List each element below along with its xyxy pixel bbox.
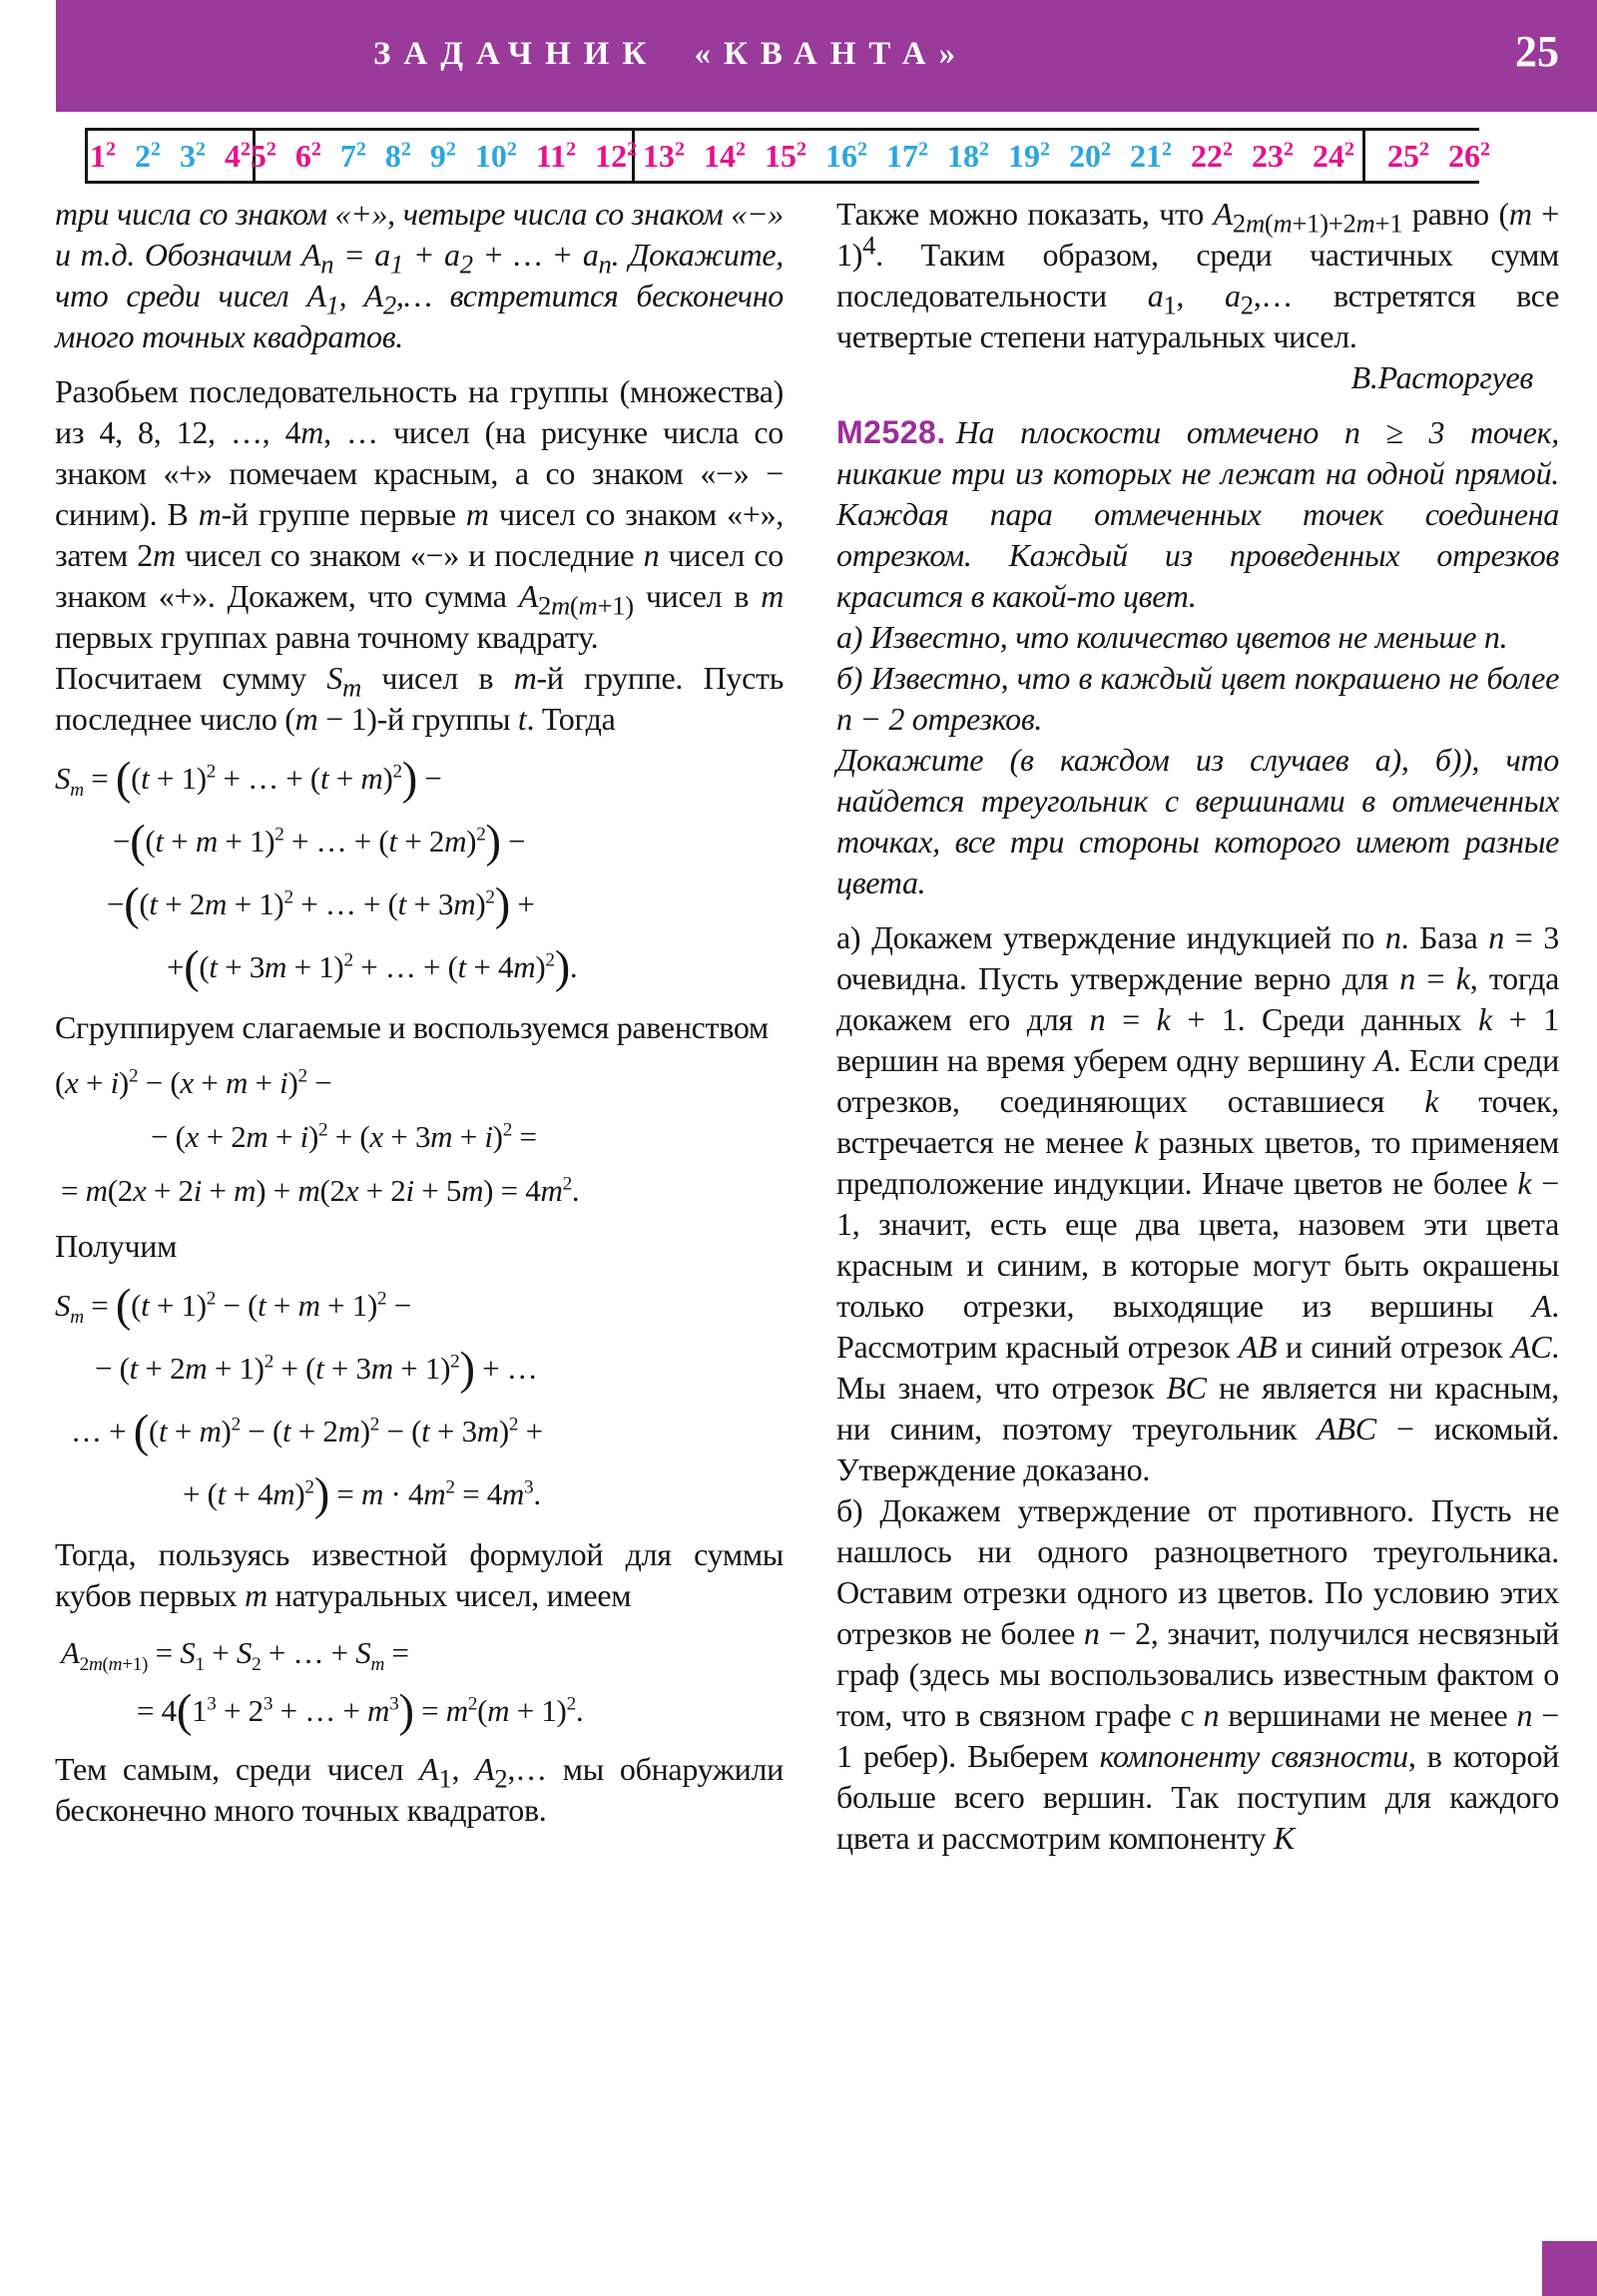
paragraph-conclusion: Тем самым, среди чисел $A_1$, $A_2,\dots$ мы обнаружили бесконечно много точных квадратов. — [55, 1751, 784, 1828]
square-number: $9^2$ — [429, 137, 456, 174]
strip-group-4 — [1365, 131, 1498, 181]
paragraph-solution-split: Разобьем последовательность на группы (множества) из 4, 8, 12, …, 4m, … чисел (на рисунке числа со знаком «+» помечаем красным, а со знаком «−» − синим). В m-й группе первые m чисел со знаком «+», затем 2m чисел со знаком «−» и последние n чисел со знаком «+». Докажем, что сумма $A_{2m(m+1)}$ чисел в m первых группах равна точному квадрату. — [55, 373, 784, 655]
square-number: $4^2$ — [225, 137, 251, 174]
square-number: $17^2$ — [886, 137, 928, 174]
formula-identity — [55, 1056, 784, 1218]
square-number: $19^2$ — [1008, 137, 1050, 174]
square-number: $6^2$ — [294, 137, 321, 174]
formula-line: $-((t + 2m + 1)^2$ + … + $(t + 3m)^2$) + — [107, 879, 535, 930]
square-number: $8^2$ — [384, 137, 411, 174]
square-number: $23^2$ — [1252, 137, 1294, 174]
square-number: $24^2$ — [1313, 137, 1354, 174]
problem-statement — [836, 412, 1559, 617]
formula-line: … + ($(t + m)^2 - (t + 2m)^2 - (t + 3m)^2$ + — [71, 1407, 543, 1457]
square-number: $26^2$ — [1448, 137, 1490, 174]
formula-line: − $(t + 2m + 1)^2 + (t + 3m + 1)^2$) + … — [95, 1344, 538, 1395]
formula-sm-grouped — [55, 1275, 784, 1526]
problem-item-b: б) Известно, что в каждый цвет покрашено не более n − 2 отрезков. — [836, 660, 1559, 737]
problem-text: На плоскости отмечено n ≥ 3 точек, никакие три из которых не лежат на одной прямой. Каждая пара отмеченных точек соединена отрезком. Каждый из проведенных отрезков красится в какой-то цвет. — [836, 414, 1560, 614]
square-number: $21^2$ — [1130, 137, 1172, 174]
square-number: $14^2$ — [704, 137, 746, 174]
formula-line: = $m(2x + 2i + m) + m(2x + 2i + 5m) = 4m^2$. — [61, 1173, 580, 1208]
formula-sm-expanded — [55, 748, 784, 999]
solution-part-a: а) Докажем утверждение индукцией по n. База n = 3 очевидна. Пусть утверждение верно для n = k, тогда докажем его для n = k + 1. Среди данных k + 1 вершин на время уберем одну вершину A. Если среди отрезков, соединяющих оставшиеся k точек, встречается не менее k разных цветов, то применяем предположение индукции. Иначе цветов не более k − 1, значит, есть еще два цвета, назовем эти цвета красным и синим, в которые могут быть окрашены только отрезки, выходящие из вершины A. Рассмотрим красный отрезок AB и синий отрезок AC. Мы знаем, что отрезок BC не является ни красным, ни синим, поэтому треугольник ABC − искомый. Утверждение доказано. — [836, 919, 1559, 1487]
paragraph-group-terms: Сгруппируем слагаемые и воспользуемся равенством — [55, 1009, 769, 1045]
formula-line: $S_m = ((t + 1)^2 - (t + m + 1)^2$ − — [55, 1281, 411, 1332]
formula-line: + $(t + 4m)^2) = m \cdot 4m^2 = 4m^3$. — [183, 1469, 541, 1520]
square-number: $18^2$ — [947, 137, 989, 174]
square-number: $1^2$ — [90, 137, 116, 174]
paragraph-also-show: Также можно показать, что $A_{2m(m+1)+2m+1}$ равно $(m + 1)^4$. Таким образом, среди частичных сумм последовательности $a_1$, $a_2,\dots$ встретятся все четвертые степени натуральных чисел. — [836, 196, 1560, 354]
formula-total-sum — [55, 1624, 784, 1741]
square-number: $15^2$ — [765, 137, 806, 174]
formula-line: $+((t + 3m + 1)^2$ + … + $(t + 4m)^2$). — [167, 942, 578, 993]
formula-line: $(x + i)^2 - (x + m + i)^2$ − — [55, 1065, 332, 1100]
square-number: $2^2$ — [135, 137, 161, 174]
right-column — [836, 194, 1559, 1859]
formula-line: $S_m = ((t + 1)^2$ + … + $(t + m)^2$) − — [55, 754, 442, 805]
formula-line: $A_{2m(m+1)} = S_1 + S_2$ + … + $S_m$ = — [61, 1635, 409, 1676]
paragraph-count-sum: Посчитаем сумму $S_m$ чисел в m-й группе. Пусть последнее число (m − 1)-й группы t. Тогда — [55, 660, 784, 737]
square-number: $10^2$ — [474, 137, 517, 174]
paragraph-cubes-formula: Тогда, пользуясь известной формулой для суммы кубов первых m натуральных чисел, имеем — [55, 1536, 784, 1613]
square-number: $7^2$ — [339, 137, 366, 174]
formula-line: = $4(1^3 + 2^3$ + … + $m^3) = m^2(m + 1)^2$. — [137, 1686, 584, 1737]
square-number: $12^2$ — [595, 137, 638, 174]
formula-line: $-((t + m + 1)^2$ + … + $(t + 2m)^2$) − — [113, 817, 526, 867]
strip-group-3 — [635, 131, 1365, 181]
square-number: $11^2$ — [535, 137, 577, 174]
solution-part-b: б) Докажем утверждение от противного. Пусть не нашлось ни одного разноцветного треугольника. Оставим отрезки одного из цветов. По условию этих отрезков не более n − 2, значит, получился несвязный граф (здесь мы воспользовались известным фактом о том, что в связном графе с n вершинами не менее n − 1 ребер). Выберем компоненту связности, в которой больше всего вершин. Так поступим для каждого цвета и рассмотрим компоненту K — [836, 1492, 1559, 1856]
page-number: 25 — [1515, 27, 1559, 76]
page-header — [56, 0, 1597, 112]
corner-marker — [1542, 2241, 1597, 2296]
left-column — [55, 194, 784, 1831]
strip-group-2 — [250, 131, 638, 181]
square-number: $3^2$ — [180, 137, 206, 174]
square-number: $20^2$ — [1069, 137, 1111, 174]
paragraph-get: Получим — [55, 1228, 178, 1264]
formula-line: − $(x + 2m + i)^2 + (x + 3m + i)^2$ = — [151, 1119, 537, 1154]
problem-prove: Докажите (в каждом из случаев а), б)), что найдется треугольник с вершинами в отмеченных точках, все три стороны которого имеют разные цвета. — [836, 742, 1559, 900]
square-number: $5^2$ — [250, 137, 276, 174]
paragraph-problem-end: три числа со знаком «+», четыре числа со знаком «−» и т.д. Обозначим $A_n = a_1 + a_2$ + … + $a_n$. Докажите, что среди чисел $A_1$, $A_2,\dots$ встретится бесконечно много точных квадратов. — [55, 196, 785, 354]
problem-item-a: а) Известно, что количество цветов не меньше n. — [836, 619, 1508, 655]
page-title: ЗАДАЧНИК «КВАНТА» — [373, 36, 969, 72]
strip-group-1 — [88, 131, 256, 181]
square-number: $16^2$ — [825, 137, 867, 174]
author-signature: В.Расторгуев — [1350, 359, 1533, 395]
squares-strip — [85, 128, 1490, 184]
square-number: $25^2$ — [1387, 137, 1429, 174]
square-number: $13^2$ — [643, 137, 685, 174]
square-number: $22^2$ — [1191, 137, 1233, 174]
problem-label: М2528. — [836, 414, 946, 450]
